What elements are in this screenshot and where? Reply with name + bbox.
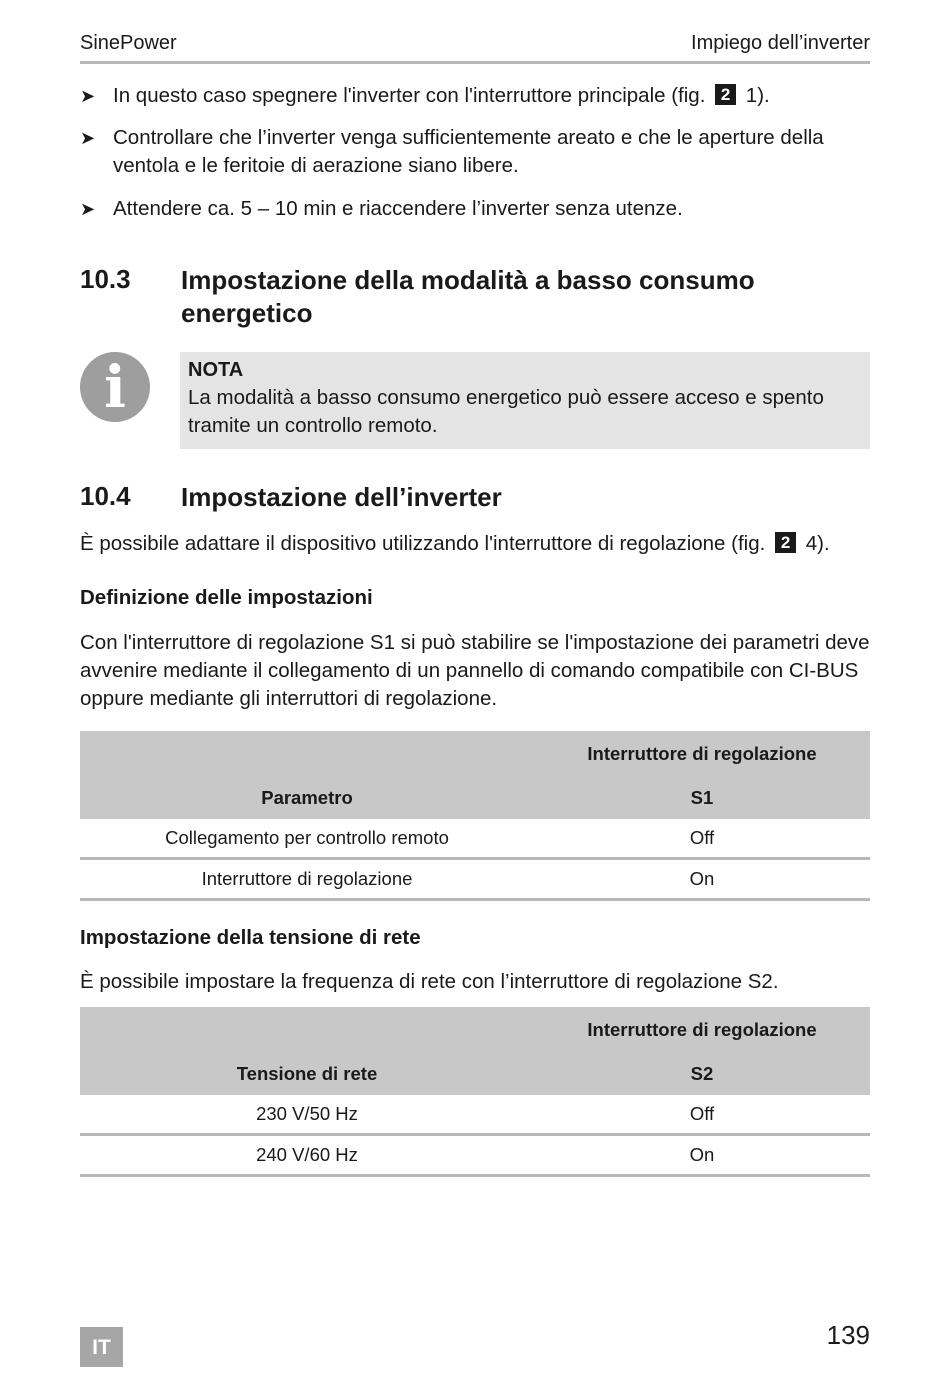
note-title: NOTA [188, 359, 244, 381]
step-1-text-end: 1). [745, 84, 770, 107]
table-cell-parameter: 240 V/60 Hz [80, 1135, 534, 1176]
table-group-header: Interruttore di regolazione [534, 731, 870, 776]
subsection-heading: Impostazione della tensione di rete [80, 926, 421, 949]
step-1-text: In questo caso spegnere l'inverter con l'interruttore principale (fig. [113, 84, 706, 107]
step-3-text: Attendere ca. 5 – 10 min e riaccendere l’inverter senza utenze. [113, 197, 683, 220]
arrow-bullet-icon: ➤ [80, 86, 96, 106]
language-badge: IT [80, 1327, 123, 1367]
table-column-header: Parametro [80, 776, 534, 819]
section-title: Impostazione della modalità a basso consumo energetico [181, 265, 755, 328]
step-2-text: Controllare che l’inverter venga sufficientemente areato e che le aperture della ventola e le feritoie di aerazione siano libere. [113, 126, 824, 177]
info-icon: i [80, 352, 150, 422]
note-text: La modalità a basso consumo energetico può essere acceso e spento tramite un controllo remoto. [188, 386, 824, 437]
table-cell-parameter: 230 V/50 Hz [80, 1095, 534, 1135]
running-header-chapter: Impiego dell’inverter [691, 32, 870, 54]
table-row [80, 819, 870, 859]
header-divider [80, 61, 870, 64]
section-intro [80, 530, 870, 558]
instruction-step-2 [80, 124, 870, 180]
page-number: 139 [826, 1320, 870, 1350]
paragraph: È possibile impostare la frequenza di rete con l’interruttore di regolazione S2. [80, 970, 779, 993]
table-row [80, 859, 870, 900]
section-title: Impostazione dell’inverter [181, 482, 502, 512]
arrow-bullet-icon: ➤ [80, 199, 96, 219]
table-cell-value: Off [534, 1095, 870, 1135]
table-column-header: S2 [534, 1052, 870, 1095]
table-cell-parameter: Interruttore di regolazione [80, 859, 534, 900]
section-number: 10.4 [80, 481, 131, 511]
figure-reference-badge: 2 [775, 532, 796, 553]
note-box [180, 352, 870, 449]
subsection-heading: Definizione delle impostazioni [80, 586, 373, 609]
section-number: 10.3 [80, 264, 131, 294]
settings-table [80, 731, 870, 901]
table-column-header: Tensione di rete [80, 1052, 534, 1095]
table-row [80, 1135, 870, 1176]
table-column-header: S1 [534, 776, 870, 819]
paragraph: Con l'interruttore di regolazione S1 si può stabilire se l'impostazione dei parametri deve avvenire mediante il collegamento di un pannello di comando compatibile con CI-BUS oppure mediante gli interruttori di regolazione. [80, 631, 870, 710]
arrow-bullet-icon: ➤ [80, 128, 96, 148]
mains-voltage-table [80, 1007, 870, 1177]
figure-reference-badge: 2 [715, 84, 736, 105]
running-header-product: SinePower [80, 32, 177, 54]
table-cell-value: On [534, 859, 870, 900]
table-cell-value: On [534, 1135, 870, 1176]
instruction-step-1 [80, 82, 870, 110]
table-group-header: Interruttore di regolazione [534, 1007, 870, 1052]
intro-text-end: 4). [805, 532, 830, 555]
table-cell-parameter: Collegamento per controllo remoto [80, 819, 534, 859]
table-cell-value: Off [534, 819, 870, 859]
instruction-step-3 [80, 195, 870, 223]
intro-text: È possibile adattare il dispositivo utilizzando l'interruttore di regolazione (fig. [80, 532, 766, 555]
table-header-empty [80, 731, 534, 776]
table-header-empty [80, 1007, 534, 1052]
table-row [80, 1095, 870, 1135]
